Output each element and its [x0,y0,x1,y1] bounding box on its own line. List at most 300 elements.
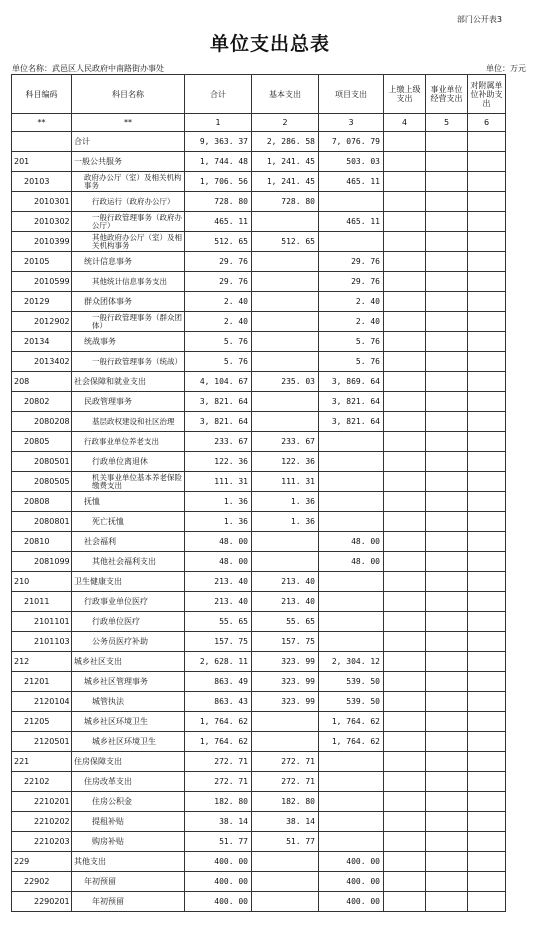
index-cell: 6 [468,114,506,132]
row-code-cell: 2210203 [12,832,72,852]
row-project-cell: 1, 764. 62 [319,732,384,752]
row-code-cell: 22102 [12,772,72,792]
row-total-cell: 863. 43 [185,692,252,712]
row-business-cell [426,172,468,192]
row-project-cell [319,472,384,492]
row-project-cell: 48. 00 [319,532,384,552]
row-name-cell: 城乡社区环境卫生 [72,712,185,732]
row-subsidy-cell [468,352,506,372]
row-subsidy-cell [468,712,506,732]
row-name-cell: 城乡社区管理事务 [72,672,185,692]
row-name-cell: 公务员医疗补助 [72,632,185,652]
table-row [12,752,506,772]
row-basic-cell [252,352,319,372]
table-row [12,432,506,452]
row-business-cell [426,712,468,732]
row-basic-cell [252,412,319,432]
row-business-cell [426,252,468,272]
row-business-cell [426,592,468,612]
row-upper-cell [384,192,426,212]
row-upper-cell [384,512,426,532]
row-subsidy-cell [468,212,506,232]
row-upper-cell [384,812,426,832]
row-code-cell: 20105 [12,252,72,272]
row-basic-cell: 233. 67 [252,432,319,452]
row-upper-cell [384,852,426,872]
row-project-cell [319,792,384,812]
row-basic-cell: 323. 99 [252,652,319,672]
row-name-cell: 卫生健康支出 [72,572,185,592]
table-row [12,652,506,672]
table-row [12,852,506,872]
row-upper-cell [384,352,426,372]
row-code-cell: 2120501 [12,732,72,752]
row-basic-cell: 1, 241. 45 [252,152,319,172]
row-code-cell: 2101101 [12,612,72,632]
row-upper-cell [384,712,426,732]
table-row [12,412,506,432]
row-subsidy-cell [468,452,506,472]
row-basic-cell: 272. 71 [252,772,319,792]
table-row [12,892,506,912]
row-total-cell: 2. 40 [185,292,252,312]
table-row [12,372,506,392]
row-upper-cell [384,312,426,332]
row-upper-cell [384,832,426,852]
row-name-cell: 其他社会福利支出 [72,552,185,572]
row-basic-cell: 213. 40 [252,592,319,612]
row-subsidy-cell [468,552,506,572]
row-project-cell: 539. 50 [319,692,384,712]
row-total-cell: 122. 36 [185,452,252,472]
row-subsidy-cell [468,572,506,592]
row-project-cell: 3, 869. 64 [319,372,384,392]
row-business-cell [426,212,468,232]
table-row [12,472,506,492]
row-upper-cell [384,532,426,552]
row-name-cell: 住房公积金 [72,792,185,812]
row-name-cell: 其他统计信息事务支出 [72,272,185,292]
row-upper-cell [384,432,426,452]
row-subsidy-cell [468,232,506,252]
row-total-cell: 48. 00 [185,552,252,572]
row-project-cell: 400. 00 [319,852,384,872]
row-code-cell: 2210202 [12,812,72,832]
row-total-cell: 182. 80 [185,792,252,812]
index-cell: 3 [319,114,384,132]
row-name-cell: 其他支出 [72,852,185,872]
row-upper-cell [384,572,426,592]
row-name-cell: 民政管理事务 [72,392,185,412]
row-code-cell: 2013402 [12,352,72,372]
row-subsidy-cell [468,432,506,452]
row-basic-cell: 1, 241. 45 [252,172,319,192]
table-row [12,692,506,712]
table-row [12,312,506,332]
row-project-cell: 1, 764. 62 [319,712,384,732]
row-upper-cell [384,472,426,492]
row-total-cell: 1. 36 [185,492,252,512]
row-business-cell [426,452,468,472]
table-row [12,352,506,372]
row-total-cell: 1, 764. 62 [185,732,252,752]
row-name-cell: 其他政府办公厅（室）及相关机构事务 [72,232,185,252]
row-name-cell: 住房保障支出 [72,752,185,772]
row-project-cell: 465. 11 [319,212,384,232]
row-project-cell [319,512,384,532]
row-upper-cell [384,552,426,572]
row-code-cell: 22902 [12,872,72,892]
row-code-cell: 2101103 [12,632,72,652]
row-business-cell [426,792,468,812]
row-project-cell [319,592,384,612]
row-code-cell: 2010399 [12,232,72,252]
row-subsidy-cell [468,292,506,312]
table-row [12,632,506,652]
row-code-cell: 208 [12,372,72,392]
row-business-cell [426,232,468,252]
row-basic-cell: 1. 36 [252,512,319,532]
row-code-cell: 2010301 [12,192,72,212]
row-business-cell [426,892,468,912]
row-name-cell: 行政单位离退休 [72,452,185,472]
row-project-cell [319,632,384,652]
row-business-cell [426,312,468,332]
row-total-cell: 233. 67 [185,432,252,452]
row-total-cell: 55. 65 [185,612,252,632]
row-upper-cell [384,232,426,252]
row-total-cell: 38. 14 [185,812,252,832]
row-business-cell [426,572,468,592]
row-name-cell: 死亡抚恤 [72,512,185,532]
table-row [12,592,506,612]
row-business-cell [426,692,468,712]
table-row [12,872,506,892]
row-name-cell: 行政单位医疗 [72,612,185,632]
row-upper-cell [384,272,426,292]
row-total-cell: 29. 76 [185,272,252,292]
row-basic-cell [252,552,319,572]
row-code-cell: 20134 [12,332,72,352]
row-business-cell [426,472,468,492]
row-total-cell: 51. 77 [185,832,252,852]
table-row [12,152,506,172]
table-row [12,672,506,692]
row-total-cell: 465. 11 [185,212,252,232]
row-name-cell: 行政事业单位医疗 [72,592,185,612]
row-name-cell: 一般行政管理事务（政府办公厅） [72,212,185,232]
row-project-cell [319,432,384,452]
row-basic-cell: 235. 03 [252,372,319,392]
row-code-cell: 20129 [12,292,72,312]
row-total-cell: 3, 821. 64 [185,412,252,432]
row-business-cell [426,372,468,392]
row-upper-cell [384,772,426,792]
row-name-cell: 一般公共服务 [72,152,185,172]
row-subsidy-cell [468,332,506,352]
row-code-cell: 21205 [12,712,72,732]
table-row [12,572,506,592]
unit-measure-label: 单位：万元 [486,64,526,73]
row-business-cell [426,152,468,172]
index-cell: 1 [185,114,252,132]
row-name-cell: 社会保障和就业支出 [72,372,185,392]
row-business-cell [426,752,468,772]
row-basic-cell [252,252,319,272]
row-total-cell: 3, 821. 64 [185,392,252,412]
row-name-cell: 行政事业单位养老支出 [72,432,185,452]
table-row [12,812,506,832]
row-subsidy-cell [468,752,506,772]
table-row [12,552,506,572]
row-subsidy-cell [468,472,506,492]
row-upper-cell [384,732,426,752]
row-subsidy-cell [468,512,506,532]
row-upper-cell [384,612,426,632]
row-code-cell: 201 [12,152,72,172]
table-row [12,292,506,312]
row-subsidy-cell [468,612,506,632]
row-total-cell: 512. 65 [185,232,252,252]
row-name-cell: 购房补贴 [72,832,185,852]
row-total-cell: 728. 80 [185,192,252,212]
page-title: 单位支出总表 [209,33,330,55]
row-upper-cell [384,132,426,152]
row-business-cell [426,512,468,532]
table-row [12,172,506,192]
row-code-cell: 21011 [12,592,72,612]
table-row [12,272,506,292]
row-basic-cell [252,292,319,312]
table-row [12,132,506,152]
table-row [12,492,506,512]
row-code-cell: 20810 [12,532,72,552]
row-business-cell [426,652,468,672]
row-subsidy-cell [468,372,506,392]
row-name-cell: 群众团体事务 [72,292,185,312]
header-business: 事业单位经营支出 [426,75,468,114]
row-basic-cell: 51. 77 [252,832,319,852]
table-row [12,712,506,732]
row-total-cell: 5. 76 [185,332,252,352]
row-subsidy-cell [468,172,506,192]
row-name-cell: 年初预留 [72,872,185,892]
row-code-cell: 20805 [12,432,72,452]
row-total-cell: 1, 744. 48 [185,152,252,172]
row-business-cell [426,532,468,552]
row-project-cell: 7, 076. 79 [319,132,384,152]
row-subsidy-cell [468,832,506,852]
row-upper-cell [384,412,426,432]
row-code-cell: 2210201 [12,792,72,812]
row-subsidy-cell [468,892,506,912]
row-business-cell [426,332,468,352]
row-code-cell: 229 [12,852,72,872]
row-business-cell [426,872,468,892]
row-subsidy-cell [468,412,506,432]
row-total-cell: 29. 76 [185,252,252,272]
row-subsidy-cell [468,392,506,412]
row-basic-cell [252,332,319,352]
row-name-cell: 基层政权建设和社区治理 [72,412,185,432]
row-basic-cell [252,312,319,332]
row-total-cell: 400. 00 [185,892,252,912]
table-row [12,772,506,792]
row-subsidy-cell [468,272,506,292]
row-basic-cell: 213. 40 [252,572,319,592]
row-name-cell: 一般行政管理事务（统战） [72,352,185,372]
table-row [12,252,506,272]
table-row [12,332,506,352]
row-total-cell: 4, 104. 67 [185,372,252,392]
row-basic-cell: 182. 80 [252,792,319,812]
row-name-cell: 机关事业单位基本养老保险缴费支出 [72,472,185,492]
row-project-cell: 503. 03 [319,152,384,172]
row-total-cell: 400. 00 [185,852,252,872]
header-name: 科目名称 [72,75,185,114]
row-code-cell: 2081099 [12,552,72,572]
row-business-cell [426,832,468,852]
row-subsidy-cell [468,672,506,692]
table-row [12,212,506,232]
header-code: 科目编码 [12,75,72,114]
row-name-cell: 统计信息事务 [72,252,185,272]
index-cell: 2 [252,114,319,132]
row-project-cell [319,752,384,772]
header-upper: 上缴上级支出 [384,75,426,114]
row-subsidy-cell [468,872,506,892]
row-business-cell [426,732,468,752]
row-project-cell: 5. 76 [319,352,384,372]
table-row [12,732,506,752]
expenditure-table [11,74,506,912]
row-upper-cell [384,392,426,412]
row-name-cell: 合计 [72,132,185,152]
row-basic-cell: 55. 65 [252,612,319,632]
row-upper-cell [384,152,426,172]
row-business-cell [426,612,468,632]
row-business-cell [426,292,468,312]
row-subsidy-cell [468,772,506,792]
row-upper-cell [384,672,426,692]
row-name-cell: 抚恤 [72,492,185,512]
table-row [12,832,506,852]
row-business-cell [426,492,468,512]
row-name-cell: 城乡社区环境卫生 [72,732,185,752]
row-name-cell: 政府办公厅（室）及相关机构事务 [72,172,185,192]
row-project-cell: 400. 00 [319,872,384,892]
row-business-cell [426,632,468,652]
header-total: 合计 [185,75,252,114]
row-code-cell: 20802 [12,392,72,412]
row-total-cell: 2, 628. 11 [185,652,252,672]
row-upper-cell [384,752,426,772]
row-project-cell: 2. 40 [319,292,384,312]
row-code-cell: 21201 [12,672,72,692]
row-subsidy-cell [468,732,506,752]
row-project-cell: 29. 76 [319,252,384,272]
row-code-cell: 2012902 [12,312,72,332]
row-project-cell: 400. 00 [319,892,384,912]
row-project-cell: 48. 00 [319,552,384,572]
row-basic-cell: 323. 99 [252,672,319,692]
row-basic-cell: 1. 36 [252,492,319,512]
row-business-cell [426,432,468,452]
row-basic-cell [252,872,319,892]
row-business-cell [426,552,468,572]
row-upper-cell [384,172,426,192]
row-subsidy-cell [468,792,506,812]
row-total-cell: 272. 71 [185,772,252,792]
row-name-cell: 年初预留 [72,892,185,912]
row-total-cell: 157. 75 [185,632,252,652]
row-business-cell [426,392,468,412]
row-subsidy-cell [468,132,506,152]
row-business-cell [426,672,468,692]
row-total-cell: 1. 36 [185,512,252,532]
row-project-cell [319,772,384,792]
unit-name-label: 单位名称：武邑区人民政府中南路街办事处 [12,64,164,73]
row-name-cell: 城乡社区支出 [72,652,185,672]
row-total-cell: 213. 40 [185,572,252,592]
row-upper-cell [384,792,426,812]
row-code-cell: 212 [12,652,72,672]
row-business-cell [426,272,468,292]
table-row [12,512,506,532]
table-row [12,532,506,552]
row-total-cell: 48. 00 [185,532,252,552]
row-code-cell: 221 [12,752,72,772]
row-basic-cell: 157. 75 [252,632,319,652]
row-project-cell: 3, 821. 64 [319,392,384,412]
row-basic-cell [252,712,319,732]
row-code-cell: 2120104 [12,692,72,712]
row-subsidy-cell [468,812,506,832]
row-basic-cell: 272. 71 [252,752,319,772]
header-basic: 基本支出 [252,75,319,114]
row-total-cell: 400. 00 [185,872,252,892]
row-project-cell: 465. 11 [319,172,384,192]
row-project-cell [319,812,384,832]
row-upper-cell [384,692,426,712]
row-total-cell: 213. 40 [185,592,252,612]
row-subsidy-cell [468,312,506,332]
row-code-cell: 210 [12,572,72,592]
row-basic-cell: 2, 286. 58 [252,132,319,152]
row-subsidy-cell [468,152,506,172]
index-cell: ** [12,114,72,132]
row-business-cell [426,852,468,872]
table-number-label: 部门公开表3 [456,15,502,24]
row-total-cell: 863. 49 [185,672,252,692]
row-code-cell: 2010302 [12,212,72,232]
row-business-cell [426,772,468,792]
row-subsidy-cell [468,192,506,212]
row-basic-cell: 728. 80 [252,192,319,212]
row-basic-cell [252,532,319,552]
row-upper-cell [384,452,426,472]
row-project-cell: 539. 50 [319,672,384,692]
row-upper-cell [384,892,426,912]
row-name-cell: 提租补贴 [72,812,185,832]
row-code-cell: 2080801 [12,512,72,532]
row-basic-cell: 323. 99 [252,692,319,712]
row-project-cell [319,452,384,472]
row-basic-cell: 38. 14 [252,812,319,832]
row-project-cell: 2, 304. 12 [319,652,384,672]
row-upper-cell [384,252,426,272]
row-project-cell [319,492,384,512]
